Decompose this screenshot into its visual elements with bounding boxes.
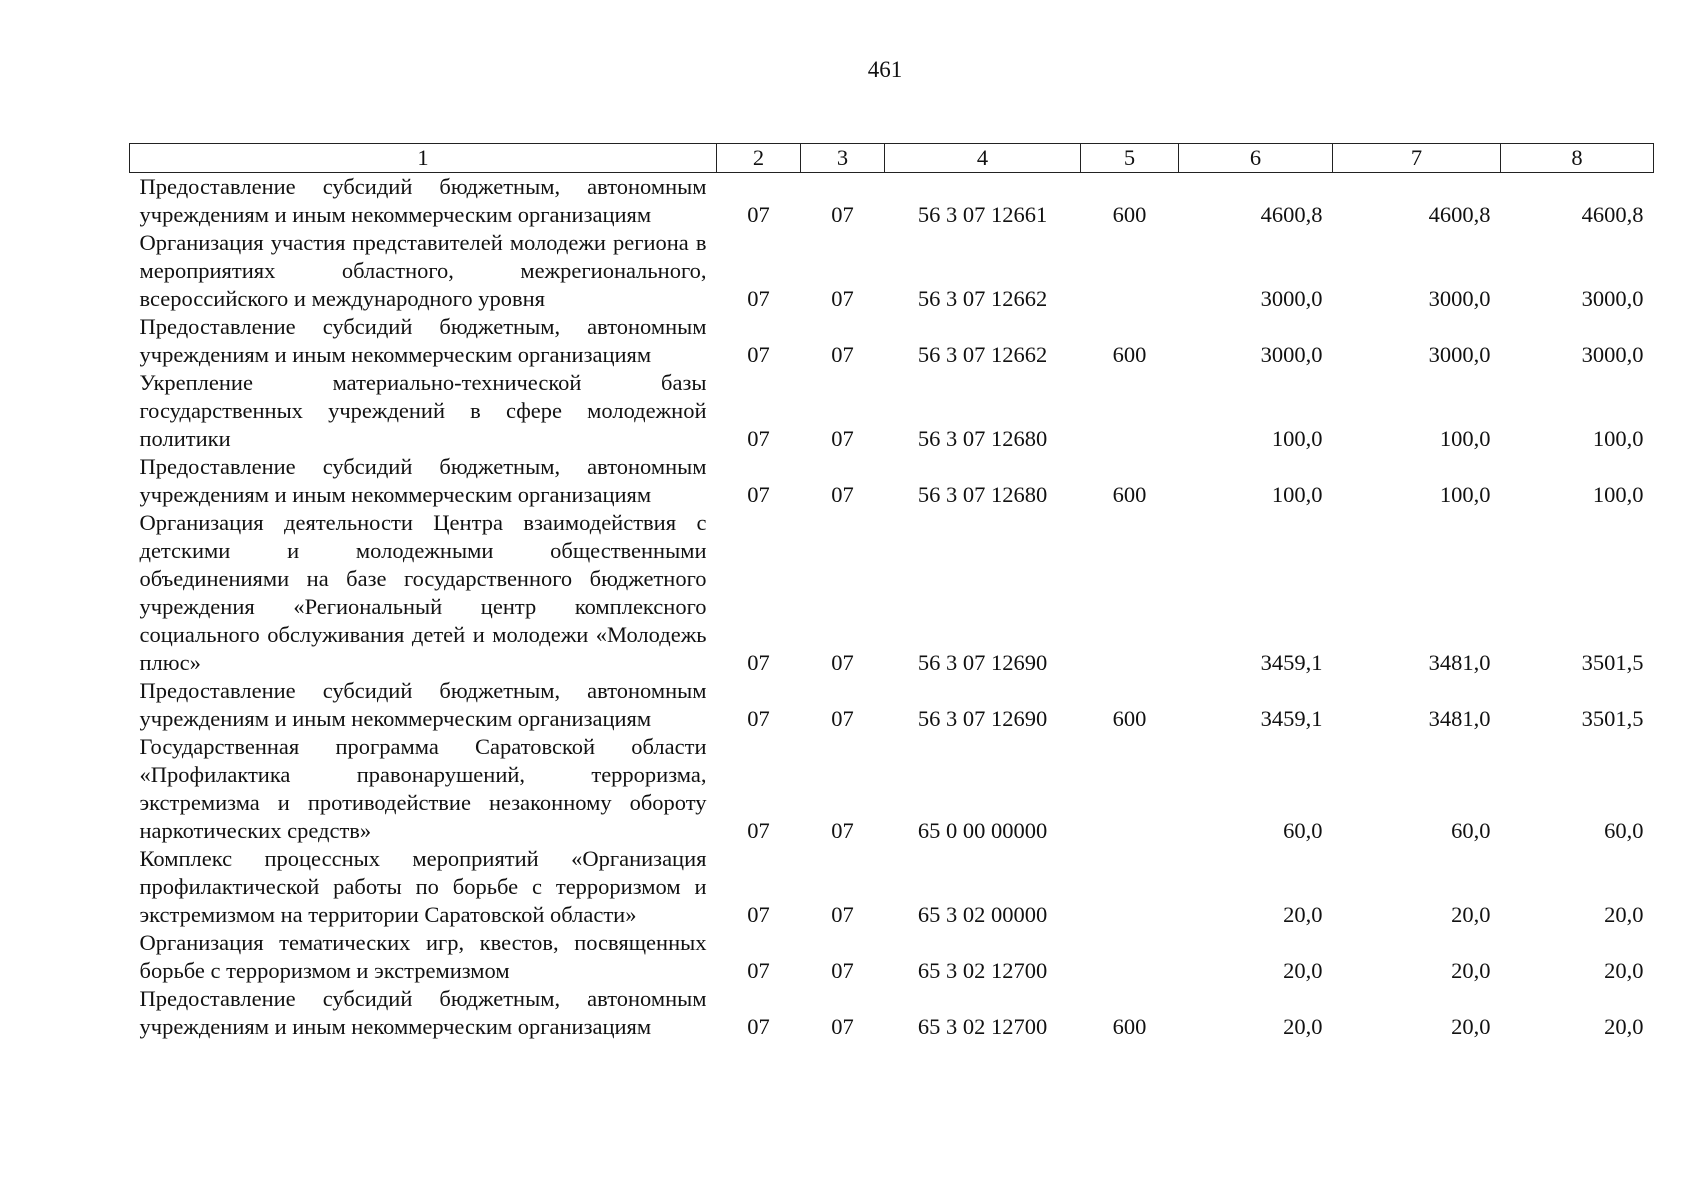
header-col-5: 5 — [1081, 144, 1179, 173]
header-col-6: 6 — [1179, 144, 1333, 173]
row-amount-year-1: 3459,1 — [1260, 650, 1323, 675]
row-amount-year-3: 4600,8 — [1581, 202, 1644, 227]
row-amount-year-3: 20,0 — [1604, 958, 1644, 983]
table-row — [130, 453, 1654, 509]
row-expense-type: 600 — [1112, 1014, 1147, 1039]
budget-table — [129, 143, 1654, 1041]
row-amount-year-1: 20,0 — [1283, 1014, 1323, 1039]
header-col-1: 1 — [130, 144, 717, 173]
table-row — [130, 929, 1654, 985]
row-subsection: 07 — [831, 342, 854, 367]
table-row — [130, 677, 1654, 733]
row-target-code: 65 3 02 12700 — [917, 1014, 1048, 1039]
row-subsection: 07 — [831, 958, 854, 983]
row-description: Организация тематических игр, квестов, посвященных борьбе с терроризмом и экстремизмом — [139, 930, 707, 983]
row-expense-type — [1081, 733, 1179, 845]
row-amount-year-3: 3000,0 — [1581, 342, 1644, 367]
row-amount-year-1: 60,0 — [1283, 818, 1323, 843]
row-section: 07 — [747, 202, 770, 227]
row-expense-type — [1081, 509, 1179, 677]
page-number: 461 — [867, 57, 903, 82]
row-amount-year-1: 3000,0 — [1260, 342, 1323, 367]
row-amount-year-3: 60,0 — [1604, 818, 1644, 843]
row-amount-year-2: 4600,8 — [1428, 202, 1491, 227]
row-subsection: 07 — [831, 650, 854, 675]
row-amount-year-2: 20,0 — [1451, 958, 1491, 983]
row-amount-year-3: 100,0 — [1592, 426, 1644, 451]
row-target-code: 65 3 02 12700 — [917, 958, 1048, 983]
row-target-code: 56 3 07 12661 — [917, 202, 1048, 227]
row-subsection: 07 — [831, 286, 854, 311]
table-row — [130, 509, 1654, 677]
row-section: 07 — [747, 286, 770, 311]
row-target-code: 65 0 00 00000 — [917, 818, 1048, 843]
table-row — [130, 845, 1654, 929]
row-subsection: 07 — [831, 202, 854, 227]
header-col-3: 3 — [801, 144, 885, 173]
row-amount-year-3: 3501,5 — [1581, 706, 1644, 731]
row-amount-year-1: 100,0 — [1271, 482, 1323, 507]
row-description: Предоставление субсидий бюджетным, автономным учреждениям и иным некоммерческим организациям — [139, 314, 707, 367]
row-description: Предоставление субсидий бюджетным, автономным учреждениям и иным некоммерческим организациям — [139, 174, 707, 227]
row-amount-year-2: 100,0 — [1439, 426, 1491, 451]
row-description: Комплекс процессных мероприятий «Организация профилактической работы по борьбе с терроризмом и экстремизмом на территории Саратовской области» — [139, 846, 707, 927]
table-row — [130, 229, 1654, 313]
row-amount-year-3: 100,0 — [1592, 482, 1644, 507]
row-subsection: 07 — [831, 706, 854, 731]
row-expense-type: 600 — [1112, 342, 1147, 367]
row-description: Организация участия представителей молодежи региона в мероприятиях областного, межрегионального, всероссийского и международного уровня — [139, 230, 707, 311]
row-amount-year-2: 3000,0 — [1428, 286, 1491, 311]
row-amount-year-3: 3000,0 — [1581, 286, 1644, 311]
row-target-code: 56 3 07 12680 — [917, 482, 1048, 507]
row-section: 07 — [747, 902, 770, 927]
table-header — [130, 144, 1654, 173]
row-expense-type: 600 — [1112, 482, 1147, 507]
row-amount-year-1: 100,0 — [1271, 426, 1323, 451]
header-row — [130, 144, 1654, 173]
row-subsection: 07 — [831, 426, 854, 451]
row-description: Укрепление материально-технической базы государственных учреждений в сфере молодежной политики — [139, 370, 707, 451]
row-subsection: 07 — [831, 818, 854, 843]
row-amount-year-2: 100,0 — [1439, 482, 1491, 507]
row-target-code: 56 3 07 12680 — [917, 426, 1048, 451]
row-amount-year-1: 3459,1 — [1260, 706, 1323, 731]
row-description: Предоставление субсидий бюджетным, автономным учреждениям и иным некоммерческим организациям — [139, 678, 707, 731]
row-amount-year-1: 4600,8 — [1260, 202, 1323, 227]
row-expense-type — [1081, 229, 1179, 313]
row-target-code: 56 3 07 12662 — [917, 342, 1048, 367]
row-description: Предоставление субсидий бюджетным, автономным учреждениям и иным некоммерческим организациям — [139, 986, 707, 1039]
table-row — [130, 733, 1654, 845]
row-subsection: 07 — [831, 482, 854, 507]
row-target-code: 56 3 07 12690 — [917, 650, 1048, 675]
row-description: Предоставление субсидий бюджетным, автономным учреждениям и иным некоммерческим организациям — [139, 454, 707, 507]
row-target-code: 65 3 02 00000 — [917, 902, 1048, 927]
row-expense-type: 600 — [1112, 202, 1147, 227]
table-row — [130, 985, 1654, 1041]
row-section: 07 — [747, 1014, 770, 1039]
row-amount-year-2: 60,0 — [1451, 818, 1491, 843]
row-subsection: 07 — [831, 1014, 854, 1039]
row-description: Организация деятельности Центра взаимодействия с детскими и молодежными общественными объединениями на базе государственного бюджетного учреждения «Региональный центр комплексного социального обслуживания детей и молодежи «Молодежь плюс» — [139, 510, 707, 675]
row-amount-year-2: 3481,0 — [1428, 706, 1491, 731]
table-row — [130, 173, 1654, 230]
row-amount-year-2: 20,0 — [1451, 1014, 1491, 1039]
row-amount-year-3: 20,0 — [1604, 1014, 1644, 1039]
row-target-code: 56 3 07 12690 — [917, 706, 1048, 731]
table-body — [130, 173, 1654, 1042]
header-col-7: 7 — [1333, 144, 1501, 173]
table-row — [130, 369, 1654, 453]
row-section: 07 — [747, 426, 770, 451]
row-target-code: 56 3 07 12662 — [917, 286, 1048, 311]
row-expense-type — [1081, 845, 1179, 929]
row-expense-type — [1081, 929, 1179, 985]
row-section: 07 — [747, 958, 770, 983]
header-col-4: 4 — [885, 144, 1081, 173]
row-amount-year-2: 3000,0 — [1428, 342, 1491, 367]
row-amount-year-1: 20,0 — [1283, 958, 1323, 983]
header-col-2: 2 — [717, 144, 801, 173]
table-row — [130, 313, 1654, 369]
row-description: Государственная программа Саратовской области «Профилактика правонарушений, терроризма, экстремизма и противодействие незаконному обороту наркотических средств» — [139, 734, 707, 843]
header-col-8: 8 — [1501, 144, 1654, 173]
row-section: 07 — [747, 650, 770, 675]
row-section: 07 — [747, 482, 770, 507]
row-amount-year-3: 20,0 — [1604, 902, 1644, 927]
row-section: 07 — [747, 818, 770, 843]
row-section: 07 — [747, 706, 770, 731]
row-expense-type — [1081, 369, 1179, 453]
row-subsection: 07 — [831, 902, 854, 927]
row-amount-year-3: 3501,5 — [1581, 650, 1644, 675]
row-amount-year-2: 20,0 — [1451, 902, 1491, 927]
row-expense-type: 600 — [1112, 706, 1147, 731]
row-amount-year-1: 20,0 — [1283, 902, 1323, 927]
row-section: 07 — [747, 342, 770, 367]
row-amount-year-1: 3000,0 — [1260, 286, 1323, 311]
row-amount-year-2: 3481,0 — [1428, 650, 1491, 675]
